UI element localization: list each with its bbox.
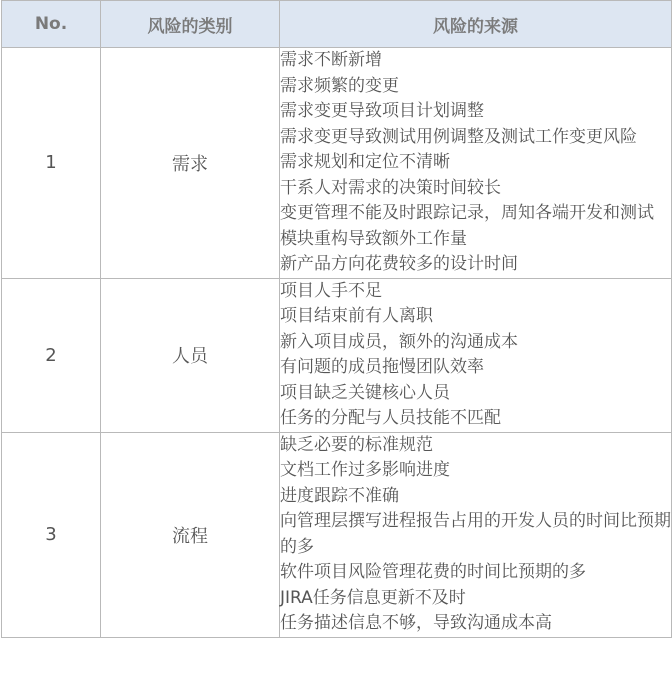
header-row: [2, 1, 672, 48]
table-row: [2, 278, 672, 432]
header-source: 风险的来源: [280, 1, 672, 48]
risk-sources: [280, 432, 672, 637]
row-number: 1: [2, 48, 101, 279]
header-no: No.: [2, 1, 101, 48]
risk-sources: [280, 278, 672, 432]
risk-source-item: 需求不断新增: [280, 50, 382, 70]
risk-category: 人员: [101, 278, 280, 432]
row-number: 3: [2, 432, 101, 637]
risk-source-item: 进度跟踪不准确: [280, 485, 399, 506]
risk-source-item: 向管理层撰写进程报告占用的开发人员的时间比预期的多: [280, 511, 671, 557]
risk-source-item: 文档工作过多影响进度: [280, 460, 450, 480]
risk-source-item: 需求变更导致测试用例调整及测试工作变更风险: [280, 126, 637, 147]
risk-source-item: 需求频繁的变更: [280, 75, 399, 96]
risk-source-item: 软件项目风险管理花费的时间比预期的多: [280, 562, 586, 582]
risk-source-item: 有问题的成员拖慢团队效率: [280, 357, 484, 377]
risk-source-item: 缺乏必要的标准规范: [280, 434, 433, 455]
risk-source-item: 项目结束前有人离职: [280, 306, 433, 326]
risk-source-item: 任务描述信息不够，导致沟通成本高: [280, 613, 552, 633]
risk-source-item: 新入项目成员，额外的沟通成本: [280, 331, 518, 352]
risk-source-item: 需求规划和定位不清晰: [280, 152, 450, 172]
table-row: [2, 48, 672, 279]
risk-source-item: 任务的分配与人员技能不匹配: [280, 408, 501, 428]
risk-source-item: 项目缺乏关键核心人员: [280, 382, 450, 403]
header-category: 风险的类别: [101, 1, 280, 48]
risk-sources: [280, 48, 672, 279]
risk-source-item: 新产品方向花费较多的设计时间: [280, 254, 518, 274]
row-number: 2: [2, 278, 101, 432]
risk-source-item: 模块重构导致额外工作量: [280, 228, 467, 249]
risk-category: 需求: [101, 48, 280, 279]
risk-source-item: 变更管理不能及时跟踪记录，周知各端开发和测试: [280, 203, 654, 223]
risk-source-item: 干系人对需求的决策时间较长: [280, 177, 501, 198]
risk-source-item: 项目人手不足: [280, 280, 382, 301]
risk-source-item: JIRA任务信息更新不及时: [280, 587, 466, 608]
risk-table: [1, 0, 672, 638]
risk-source-item: 需求变更导致项目计划调整: [280, 101, 484, 121]
risk-category: 流程: [101, 432, 280, 637]
table-row: [2, 432, 672, 637]
